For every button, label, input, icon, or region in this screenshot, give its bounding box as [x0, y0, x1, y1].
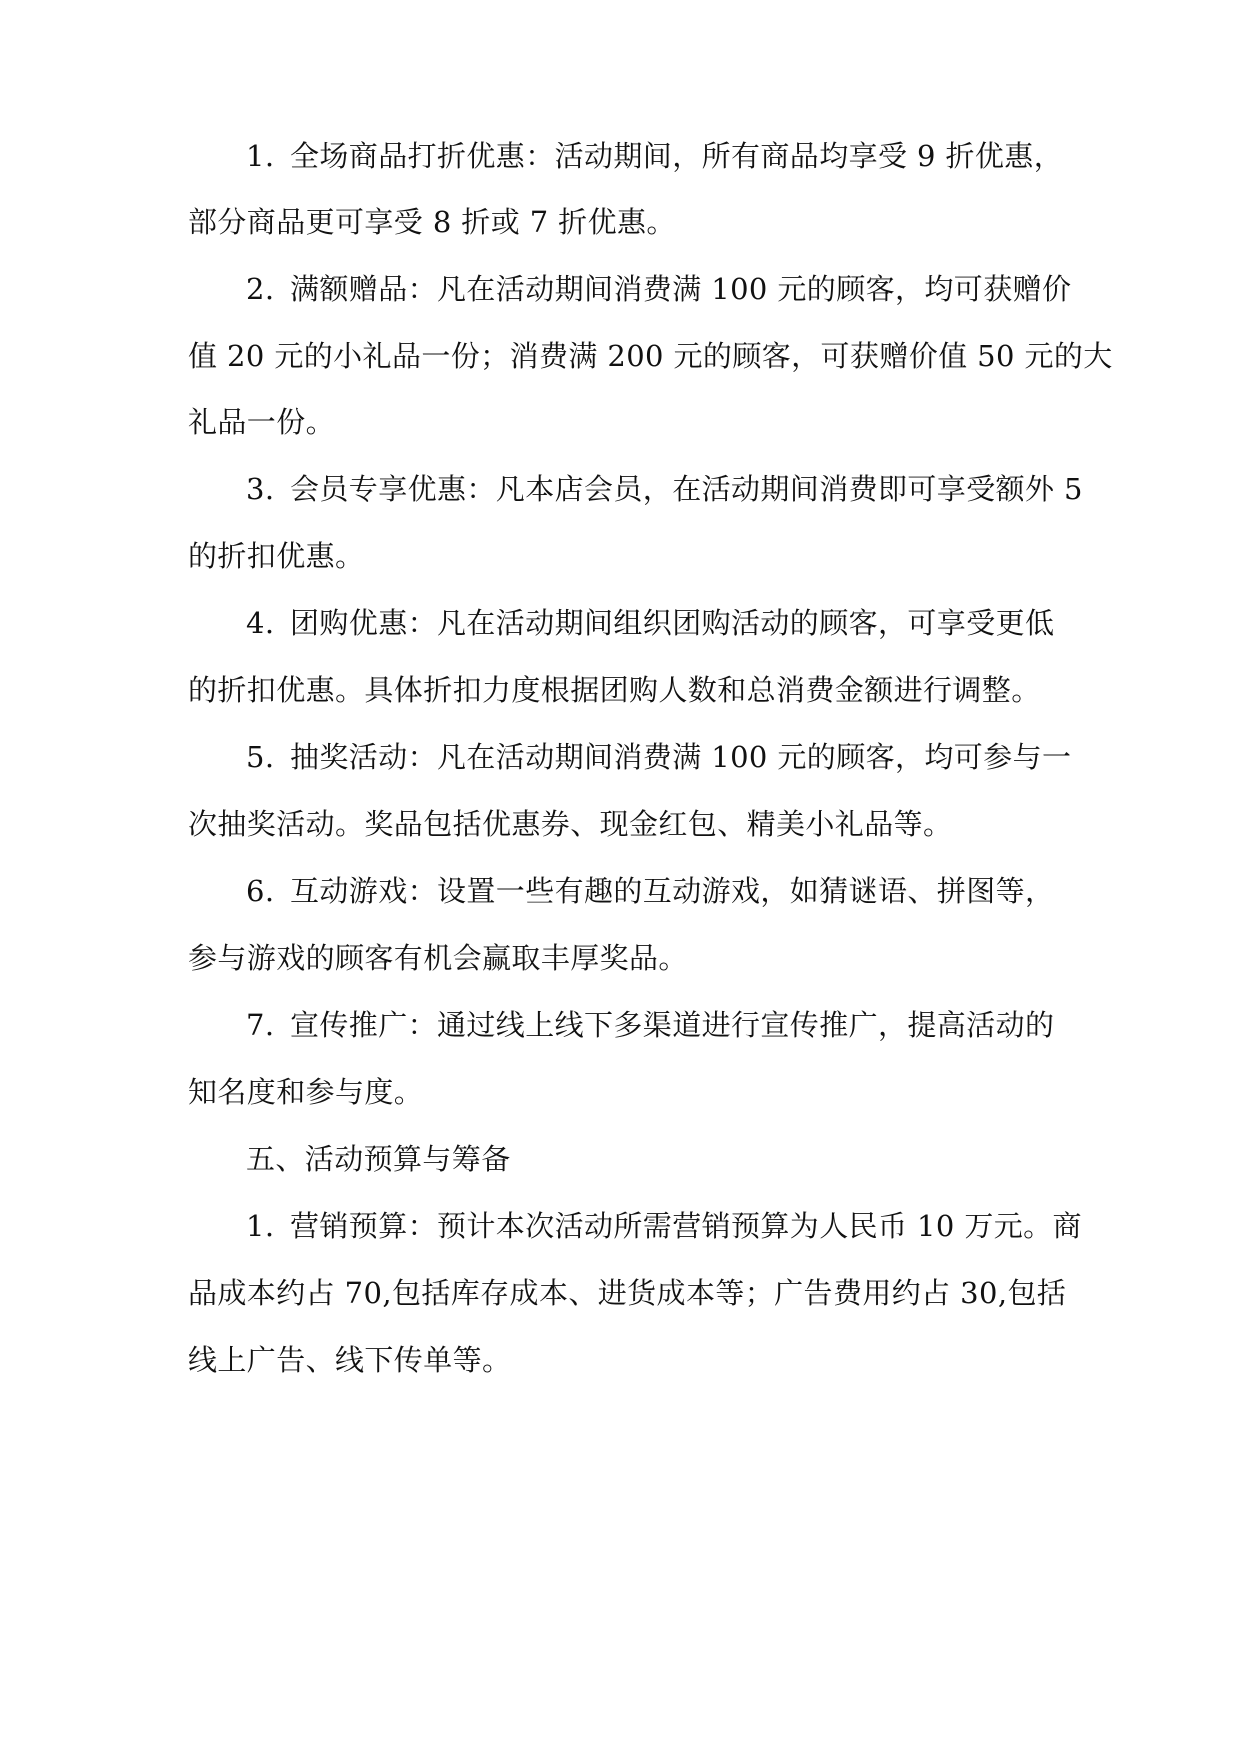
list-item-5-line-2 [188, 804, 1068, 844]
list-item-1-line-2 [188, 202, 1068, 242]
list-item-1-line-1 [246, 136, 1068, 176]
line-text: 满额赠品：凡在活动期间消费满 100 元的顾客，均可获赠价 [290, 272, 1072, 306]
item-number: 6. [246, 874, 275, 908]
line-text: 会员专享优惠：凡本店会员，在活动期间消费即可享受额外 5 [290, 472, 1083, 506]
heading-text: 五、活动预算与筹备 [246, 1142, 511, 1176]
section-heading [246, 1139, 1126, 1179]
list-item-3-line-2 [188, 536, 1068, 576]
item-number: 4. [246, 606, 275, 640]
item-number: 5. [246, 740, 275, 774]
line-text: 的折扣优惠。 [188, 539, 365, 573]
list-item-4-line-2 [188, 670, 1068, 710]
budget-item-1-line-3 [188, 1340, 1068, 1380]
item-number: 7. [246, 1008, 275, 1042]
list-item-7-line-2 [188, 1072, 1068, 1112]
line-text: 的折扣优惠。具体折扣力度根据团购人数和总消费金额进行调整。 [188, 673, 1041, 707]
list-item-7-line-1 [246, 1005, 1068, 1045]
list-item-6-line-1 [246, 871, 1068, 911]
line-text: 抽奖活动：凡在活动期间消费满 100 元的顾客，均可参与一 [290, 740, 1072, 774]
item-number: 1. [246, 139, 275, 173]
line-text: 知名度和参与度。 [188, 1075, 424, 1109]
list-item-4-line-1 [246, 603, 1068, 643]
line-text: 互动游戏：设置一些有趣的互动游戏，如猜谜语、拼图等， [290, 874, 1055, 908]
line-text: 值 20 元的小礼品一份；消费满 200 元的顾客，可获赠价值 50 元的大 [188, 339, 1113, 373]
line-text: 宣传推广：通过线上线下多渠道进行宣传推广，提高活动的 [290, 1008, 1055, 1042]
line-text: 礼品一份。 [188, 405, 336, 439]
list-item-3-line-1 [246, 469, 1083, 509]
line-text: 全场商品打折优惠：活动期间，所有商品均享受 9 折优惠， [290, 139, 1064, 173]
item-number: 2. [246, 272, 275, 306]
line-text: 部分商品更可享受 8 折或 7 折优惠。 [188, 205, 676, 239]
list-item-2-line-2 [188, 336, 1113, 376]
item-number: 3. [246, 472, 275, 506]
line-text: 团购优惠：凡在活动期间组织团购活动的顾客，可享受更低 [290, 606, 1055, 640]
list-item-6-line-2 [188, 938, 1068, 978]
list-item-2-line-3 [188, 402, 1068, 442]
line-text: 次抽奖活动。奖品包括优惠券、现金红包、精美小礼品等。 [188, 807, 953, 841]
budget-item-1-line-1 [246, 1206, 1082, 1246]
budget-item-1-line-2 [188, 1273, 1068, 1313]
line-text: 参与游戏的顾客有机会赢取丰厚奖品。 [188, 941, 688, 975]
line-text: 品成本约占 70,包括库存成本、进货成本等；广告费用约占 30,包括 [188, 1276, 1067, 1310]
line-text: 营销预算：预计本次活动所需营销预算为人民币 10 万元。商 [290, 1209, 1082, 1243]
list-item-5-line-1 [246, 737, 1072, 777]
line-text: 线上广告、线下传单等。 [188, 1343, 512, 1377]
list-item-2-line-1 [246, 269, 1072, 309]
item-number: 1. [246, 1209, 275, 1243]
